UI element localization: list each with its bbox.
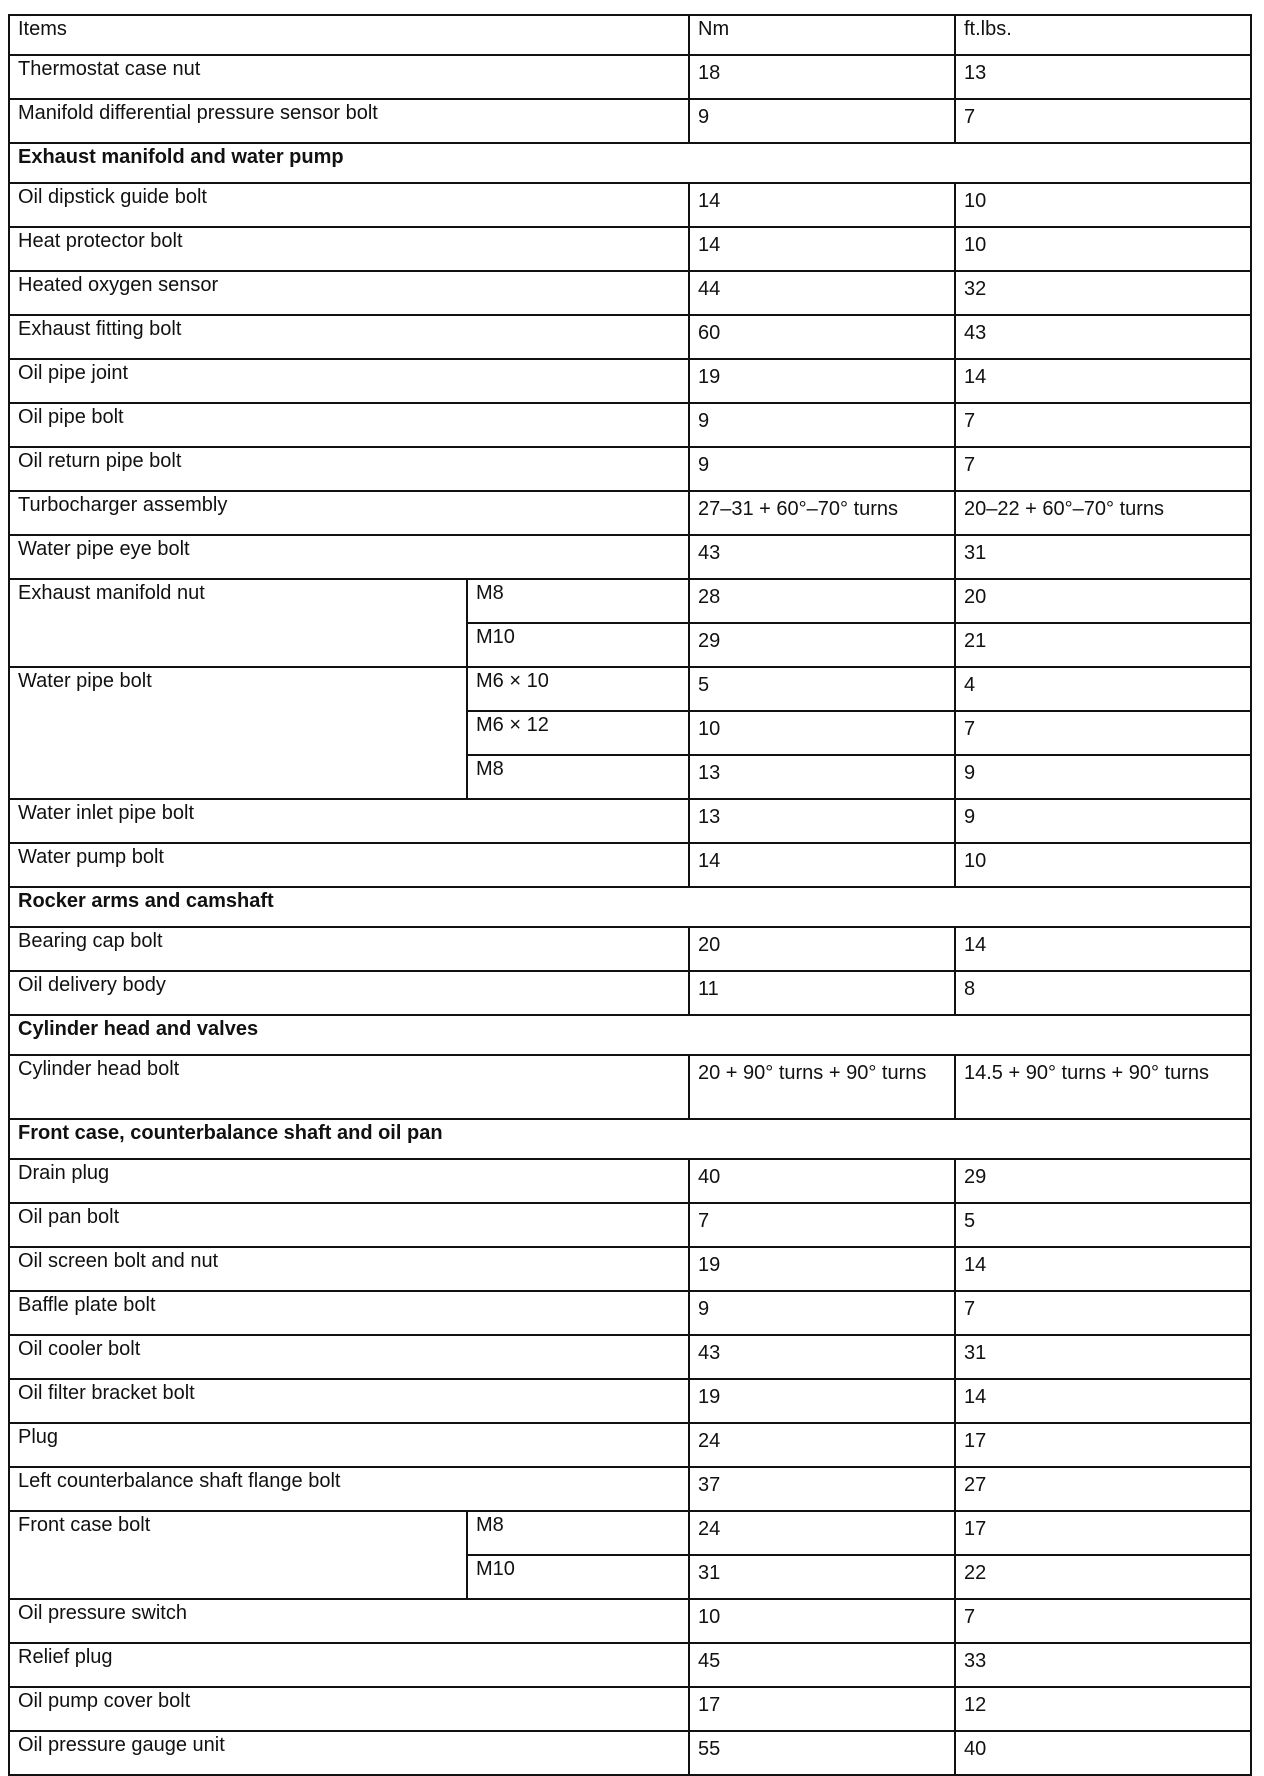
- nm-value: 10: [689, 1599, 955, 1643]
- section-row: [9, 1015, 1251, 1055]
- table-row: [9, 447, 1251, 491]
- item-label: Oil pressure switch: [9, 1599, 689, 1643]
- ftlbs-value: 17: [955, 1423, 1251, 1467]
- item-label: Oil dipstick guide bolt: [9, 183, 689, 227]
- nm-value: 44: [689, 271, 955, 315]
- size-label: M10: [467, 623, 689, 667]
- table-row: [9, 1643, 1251, 1687]
- ftlbs-value: 43: [955, 315, 1251, 359]
- ftlbs-value: 10: [955, 227, 1251, 271]
- nm-value: 45: [689, 1643, 955, 1687]
- item-label: Left counterbalance shaft flange bolt: [9, 1467, 689, 1511]
- item-label: Cylinder head bolt: [9, 1055, 689, 1119]
- ftlbs-value: 20–22 + 60°–70° turns: [955, 491, 1251, 535]
- section-heading: Front case, counterbalance shaft and oil pan: [9, 1119, 1251, 1159]
- nm-value: 9: [689, 447, 955, 491]
- item-label: Turbocharger assembly: [9, 491, 689, 535]
- size-label: M6 × 12: [467, 711, 689, 755]
- table-row: [9, 799, 1251, 843]
- item-label: Oil cooler bolt: [9, 1335, 689, 1379]
- nm-value: 55: [689, 1731, 955, 1775]
- size-label: M8: [467, 579, 689, 623]
- item-label: Bearing cap bolt: [9, 927, 689, 971]
- ftlbs-value: 27: [955, 1467, 1251, 1511]
- table-row: [9, 99, 1251, 143]
- item-label: Baffle plate bolt: [9, 1291, 689, 1335]
- item-label: Water inlet pipe bolt: [9, 799, 689, 843]
- item-label: Oil delivery body: [9, 971, 689, 1015]
- item-label: Exhaust manifold nut: [9, 579, 467, 667]
- table-row: [9, 1731, 1251, 1775]
- table-row: [9, 491, 1251, 535]
- table-row: [9, 1247, 1251, 1291]
- table-row: [9, 1467, 1251, 1511]
- table-row: [9, 403, 1251, 447]
- table-row: [9, 1335, 1251, 1379]
- table-row: [9, 843, 1251, 887]
- item-label: Oil pan bolt: [9, 1203, 689, 1247]
- table-row: [9, 359, 1251, 403]
- table-row: [9, 315, 1251, 359]
- ftlbs-value: 7: [955, 711, 1251, 755]
- nm-value: 20: [689, 927, 955, 971]
- item-label: Water pump bolt: [9, 843, 689, 887]
- item-label: Oil screen bolt and nut: [9, 1247, 689, 1291]
- nm-value: 13: [689, 799, 955, 843]
- nm-value: 13: [689, 755, 955, 799]
- item-label: Heat protector bolt: [9, 227, 689, 271]
- ftlbs-value: 40: [955, 1731, 1251, 1775]
- ftlbs-value: 5: [955, 1203, 1251, 1247]
- nm-value: 9: [689, 1291, 955, 1335]
- table-body: [9, 55, 1251, 1775]
- ftlbs-value: 4: [955, 667, 1251, 711]
- nm-value: 19: [689, 359, 955, 403]
- table-row: [9, 1423, 1251, 1467]
- section-heading: Exhaust manifold and water pump: [9, 143, 1251, 183]
- nm-value: 14: [689, 183, 955, 227]
- nm-value: 27–31 + 60°–70° turns: [689, 491, 955, 535]
- ftlbs-value: 31: [955, 1335, 1251, 1379]
- nm-value: 37: [689, 1467, 955, 1511]
- table-row: [9, 183, 1251, 227]
- ftlbs-value: 14: [955, 1379, 1251, 1423]
- ftlbs-value: 8: [955, 971, 1251, 1015]
- ftlbs-value: 33: [955, 1643, 1251, 1687]
- size-label: M8: [467, 755, 689, 799]
- table-row: [9, 1055, 1251, 1119]
- torque-spec-table: [8, 14, 1252, 1776]
- ftlbs-value: 20: [955, 579, 1251, 623]
- ftlbs-value: 7: [955, 1599, 1251, 1643]
- table-row: [9, 535, 1251, 579]
- nm-value: 43: [689, 1335, 955, 1379]
- item-label: Heated oxygen sensor: [9, 271, 689, 315]
- table-row: [9, 1159, 1251, 1203]
- ftlbs-value: 10: [955, 183, 1251, 227]
- nm-value: 24: [689, 1511, 955, 1555]
- section-row: [9, 143, 1251, 183]
- table-row: [9, 1599, 1251, 1643]
- ftlbs-value: 21: [955, 623, 1251, 667]
- ftlbs-value: 7: [955, 447, 1251, 491]
- nm-value: 14: [689, 227, 955, 271]
- ftlbs-value: 13: [955, 55, 1251, 99]
- ftlbs-value: 14.5 + 90° turns + 90° turns: [955, 1055, 1251, 1119]
- ftlbs-value: 31: [955, 535, 1251, 579]
- section-row: [9, 887, 1251, 927]
- nm-value: 17: [689, 1687, 955, 1731]
- table-row: [9, 927, 1251, 971]
- ftlbs-value: 9: [955, 755, 1251, 799]
- item-label: Manifold differential pressure sensor bolt: [9, 99, 689, 143]
- nm-value: 20 + 90° turns + 90° turns: [689, 1055, 955, 1119]
- item-label: Oil pump cover bolt: [9, 1687, 689, 1731]
- nm-value: 10: [689, 711, 955, 755]
- nm-value: 11: [689, 971, 955, 1015]
- ftlbs-value: 14: [955, 927, 1251, 971]
- item-label: Exhaust fitting bolt: [9, 315, 689, 359]
- ftlbs-value: 32: [955, 271, 1251, 315]
- ftlbs-value: 7: [955, 99, 1251, 143]
- nm-value: 5: [689, 667, 955, 711]
- ftlbs-value: 9: [955, 799, 1251, 843]
- table-row: [9, 55, 1251, 99]
- ftlbs-value: 14: [955, 1247, 1251, 1291]
- item-label: Plug: [9, 1423, 689, 1467]
- item-label: Oil pressure gauge unit: [9, 1731, 689, 1775]
- item-label: Oil filter bracket bolt: [9, 1379, 689, 1423]
- ftlbs-value: 22: [955, 1555, 1251, 1599]
- table-row: [9, 1687, 1251, 1731]
- nm-value: 28: [689, 579, 955, 623]
- size-label: M6 × 10: [467, 667, 689, 711]
- table-row: [9, 1203, 1251, 1247]
- table-row: [9, 271, 1251, 315]
- ftlbs-value: 17: [955, 1511, 1251, 1555]
- nm-value: 43: [689, 535, 955, 579]
- item-label: Drain plug: [9, 1159, 689, 1203]
- ftlbs-value: 7: [955, 403, 1251, 447]
- item-label: Oil return pipe bolt: [9, 447, 689, 491]
- table-row: [9, 579, 1251, 623]
- ftlbs-value: 10: [955, 843, 1251, 887]
- ftlbs-value: 14: [955, 359, 1251, 403]
- item-label: Front case bolt: [9, 1511, 467, 1599]
- torque-spec-document: [8, 14, 1250, 1776]
- table-row: [9, 1291, 1251, 1335]
- table-row: [9, 227, 1251, 271]
- item-label: Water pipe eye bolt: [9, 535, 689, 579]
- ftlbs-value: 12: [955, 1687, 1251, 1731]
- item-label: Oil pipe bolt: [9, 403, 689, 447]
- size-label: M8: [467, 1511, 689, 1555]
- nm-value: 9: [689, 99, 955, 143]
- table-row: [9, 971, 1251, 1015]
- nm-value: 9: [689, 403, 955, 447]
- table-header-row: [9, 15, 1251, 55]
- section-row: [9, 1119, 1251, 1159]
- ftlbs-value: 29: [955, 1159, 1251, 1203]
- item-label: Relief plug: [9, 1643, 689, 1687]
- table-row: [9, 667, 1251, 711]
- nm-value: 18: [689, 55, 955, 99]
- header-items: Items: [9, 15, 689, 55]
- nm-value: 60: [689, 315, 955, 359]
- table-row: [9, 1379, 1251, 1423]
- header-nm: Nm: [689, 15, 955, 55]
- nm-value: 7: [689, 1203, 955, 1247]
- table-row: [9, 1511, 1251, 1555]
- item-label: Oil pipe joint: [9, 359, 689, 403]
- item-label: Thermostat case nut: [9, 55, 689, 99]
- nm-value: 19: [689, 1247, 955, 1291]
- nm-value: 14: [689, 843, 955, 887]
- nm-value: 19: [689, 1379, 955, 1423]
- section-heading: Cylinder head and valves: [9, 1015, 1251, 1055]
- nm-value: 31: [689, 1555, 955, 1599]
- section-heading: Rocker arms and camshaft: [9, 887, 1251, 927]
- ftlbs-value: 7: [955, 1291, 1251, 1335]
- item-label: Water pipe bolt: [9, 667, 467, 799]
- nm-value: 40: [689, 1159, 955, 1203]
- nm-value: 24: [689, 1423, 955, 1467]
- header-ftlbs: ft.lbs.: [955, 15, 1251, 55]
- size-label: M10: [467, 1555, 689, 1599]
- nm-value: 29: [689, 623, 955, 667]
